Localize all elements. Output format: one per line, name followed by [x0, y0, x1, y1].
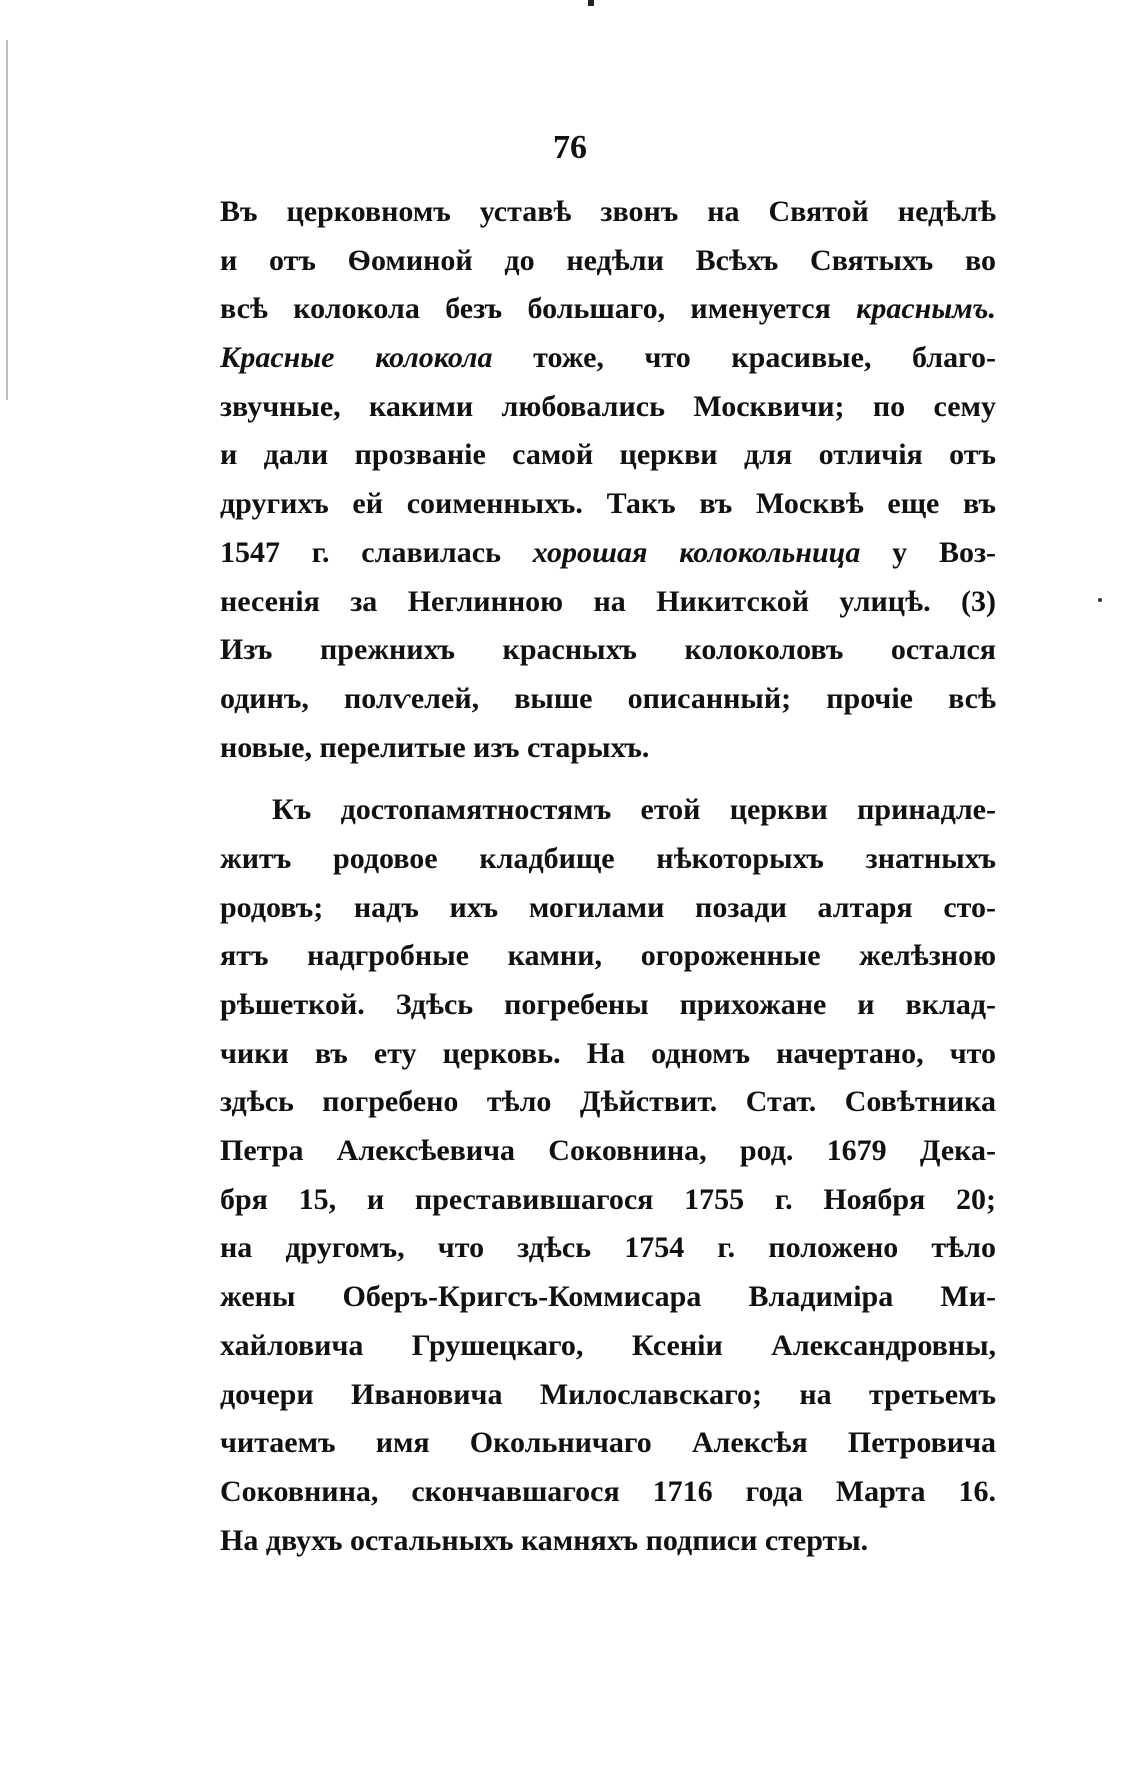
body-text — [220, 188, 996, 1565]
text-line — [220, 675, 996, 724]
text-run: у Воз- — [860, 535, 996, 569]
text-run: жены Оберъ-Кригсъ-Коммисара Владиміра Ми- — [220, 1280, 996, 1314]
text-line — [220, 480, 996, 529]
text-line — [220, 237, 996, 286]
text-run: другихъ ей соименныхъ. Такъ въ Москвѣ еще въ — [220, 487, 996, 521]
text-run: Въ церковномъ уставѣ звонъ на Святой недѣлѣ — [220, 195, 996, 228]
text-line — [220, 1468, 996, 1517]
text-line — [220, 1517, 996, 1566]
text-run: и отъ Ѳоминой до недѣли Всѣхъ Святыхъ во — [220, 243, 996, 277]
speck-mark — [1098, 598, 1102, 602]
text-run: хайловича Грушецкаго, Ксеніи Александровны, — [220, 1328, 996, 1362]
text-line — [220, 334, 996, 383]
text-line — [220, 835, 996, 884]
text-line — [220, 1419, 996, 1468]
text-run: бря 15, и преставившагося 1755 г. Ноября 20; — [220, 1182, 996, 1216]
text-run: житъ родовое кладбище нѣкоторыхъ знатныхъ — [220, 841, 996, 875]
text-line — [220, 1371, 996, 1420]
text-line — [220, 932, 996, 981]
text-run: новые, перелитые изъ старыхъ. — [220, 730, 650, 764]
page-edge-line — [6, 40, 8, 400]
text-run: родовъ; надъ ихъ могилами позади алтаря сто- — [220, 890, 996, 924]
text-run: звучные, какими любовались Москвичи; по сему — [220, 389, 996, 423]
text-run: несенія за Неглинною на Никитской улицѣ. (3) — [220, 584, 996, 618]
text-run: 1547 г. славилась — [220, 535, 533, 569]
paragraph — [220, 786, 996, 1565]
text-run: Петра Алексѣевича Соковнина, род. 1679 Дека- — [220, 1134, 996, 1168]
text-run: Къ достопамятностямъ етой церкви принадле- — [272, 793, 996, 827]
text-line — [220, 431, 996, 480]
top-mark — [588, 0, 594, 6]
text-run: читаемъ имя Окольничаго Алексѣя Петровича — [220, 1426, 996, 1460]
text-line — [220, 383, 996, 432]
text-line — [220, 578, 996, 627]
text-line — [220, 1224, 996, 1273]
text-run: на другомъ, что здѣсь 1754 г. положено тѣло — [220, 1231, 996, 1265]
text-run: Изъ прежнихъ красныхъ колоколовъ остался — [220, 633, 996, 667]
text-line — [220, 1078, 996, 1127]
text-line — [220, 188, 996, 237]
text-line — [220, 1030, 996, 1079]
text-line — [220, 1322, 996, 1371]
text-run: На двухъ остальныхъ камняхъ подписи стерты. — [220, 1523, 869, 1557]
text-run: Соковнина, скончавшагося 1716 года Марта 16. — [220, 1474, 996, 1508]
text-line — [220, 786, 996, 835]
text-run: тоже, что красивые, благо- — [492, 341, 996, 375]
text-line — [220, 529, 996, 578]
text-run: одинъ, полѵелей, выше описанный; прочіе всѣ — [220, 681, 996, 715]
text-run: рѣшеткой. Здѣсь погребены прихожане и вклад- — [220, 988, 996, 1021]
text-run: всѣ колокола безъ большаго, именуется — [220, 292, 857, 326]
paragraph — [220, 188, 996, 772]
text-run: здѣсь погребено тѣло Дѣйствит. Стат. Совѣтника — [220, 1085, 996, 1119]
text-run: ятъ надгробные камни, огороженные желѣзною — [220, 939, 996, 973]
italic-text: Красные колокола — [220, 341, 493, 375]
text-line — [220, 1273, 996, 1322]
italic-text: хорошая колокольница — [532, 535, 861, 569]
text-line — [220, 285, 996, 334]
page-number: 76 — [553, 129, 587, 166]
text-line — [220, 884, 996, 933]
text-line — [220, 1127, 996, 1176]
text-line — [220, 724, 996, 773]
italic-text: краснымъ. — [856, 292, 996, 326]
text-run: и дали прозваніе самой церкви для отличія отъ — [220, 438, 996, 472]
text-run: чики въ ету церковь. На одномъ начертано, что — [220, 1036, 996, 1070]
paragraph-gap — [220, 772, 996, 786]
text-line — [220, 626, 996, 675]
text-line — [220, 1176, 996, 1225]
text-run: дочери Ивановича Милославскаго; на третьемъ — [220, 1377, 996, 1411]
text-line — [220, 981, 996, 1030]
